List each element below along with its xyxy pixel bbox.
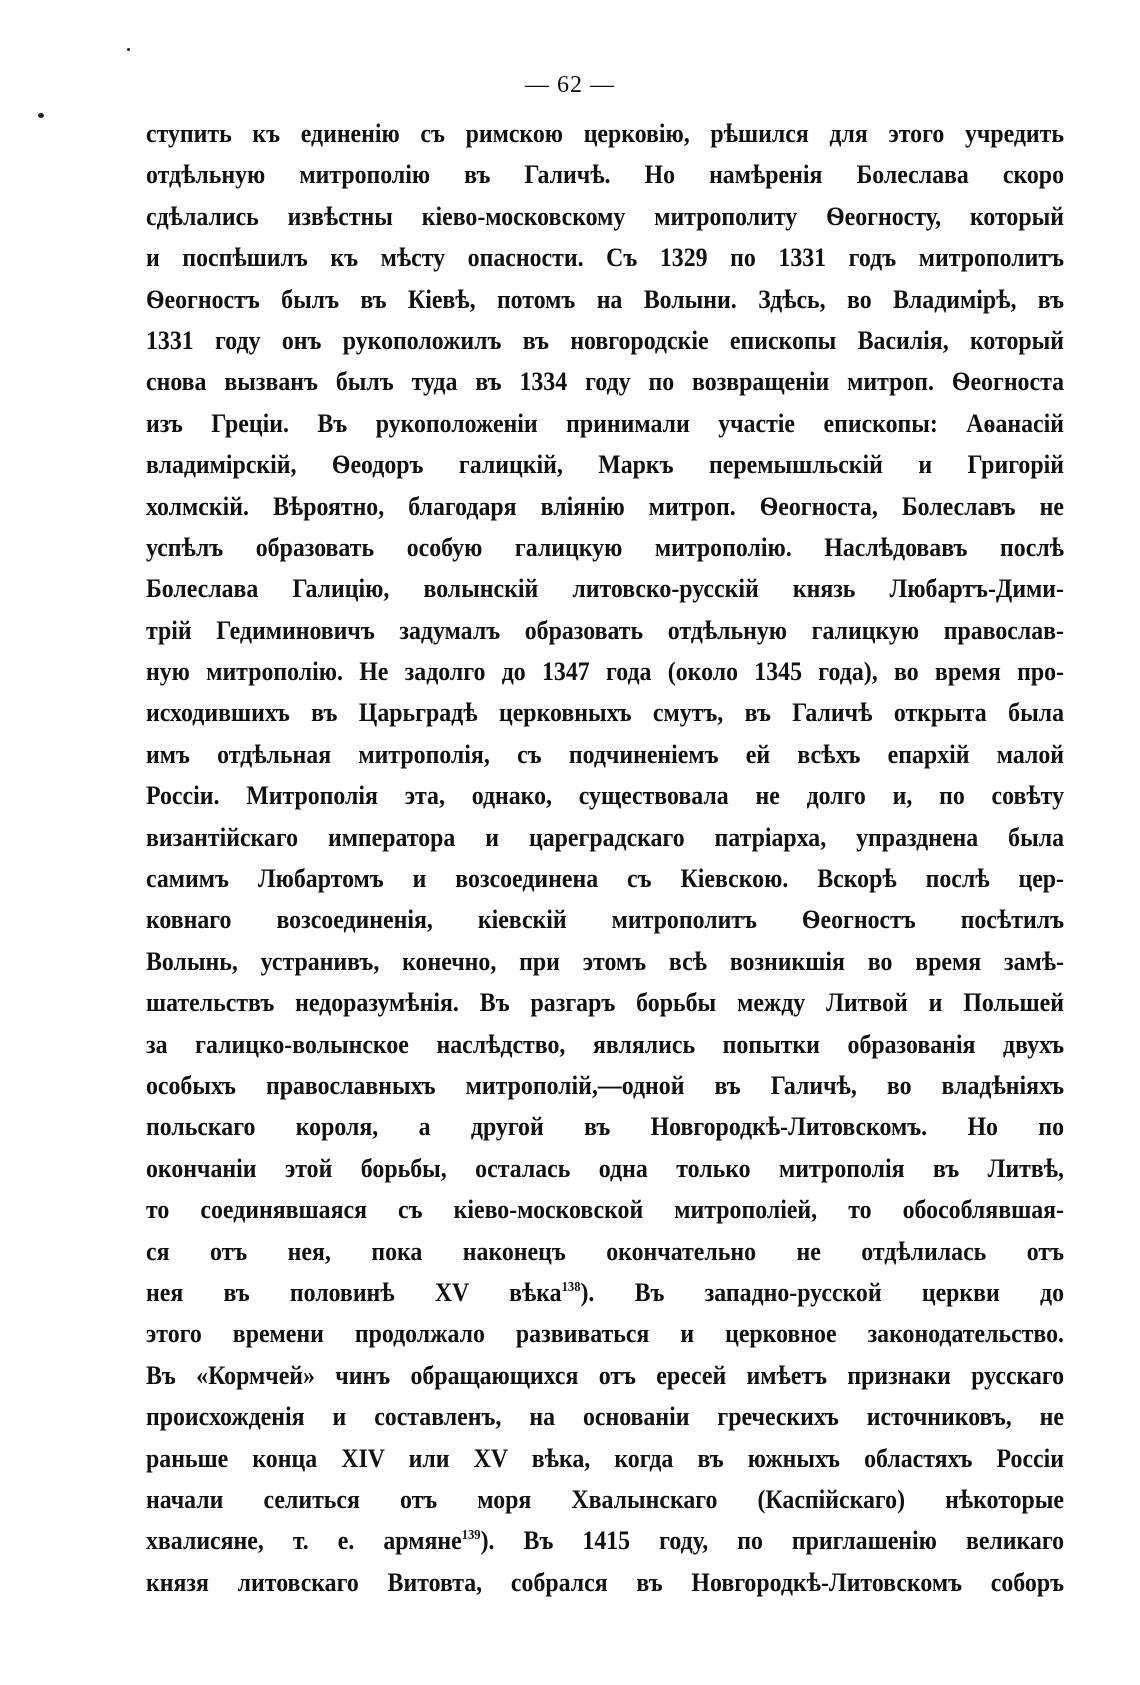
footnote-ref-138[interactable]: 138 xyxy=(561,1280,581,1296)
text-line: и поспѣшилъ къ мѣсту опасности. Съ 1329 по 1331 годъ митрополитъ xyxy=(146,242,1064,273)
text-line: начали селиться отъ моря Хвалынскаго (Каспійскаго) нѣкоторые xyxy=(146,1483,1064,1514)
text-line: отдѣльную митрополію въ Галичѣ. Но намѣренія Болеслава скоро xyxy=(146,159,1064,190)
print-speck xyxy=(38,113,44,118)
text-line: успѣлъ образовать особую галицкую митрополію. Наслѣдовавъ послѣ xyxy=(146,531,1064,562)
line-text: нея въ половинѣ XV вѣка xyxy=(146,1276,562,1307)
text-line: изъ Греціи. Въ рукоположеніи принимали участіе епископы: Аѳанасій xyxy=(146,407,1064,438)
print-speck xyxy=(127,48,130,51)
page-number: — 62 — xyxy=(525,72,615,98)
text-line: польскаго короля, а другой въ Новгородкѣ-Литовскомъ. Но по xyxy=(146,1111,1064,1142)
text-line: шательствъ недоразумѣнія. Въ разгаръ борьбы между Литвой и Польшей xyxy=(146,987,1064,1018)
text-line: снова вызванъ былъ туда въ 1334 году по возвращеніи митроп. Ѳеогноста xyxy=(146,366,1064,397)
text-line: окончаніи этой борьбы, осталась одна только митрополія въ Литвѣ, xyxy=(146,1152,1064,1183)
text-line: особыхъ православныхъ митрополій,—одной въ Галичѣ, во владѣніяхъ xyxy=(146,1069,1064,1100)
text-line: византійскаго императора и цареградскаго патріарха, упразднена была xyxy=(146,821,1064,852)
text-line: трій Гедиминовичъ задумалъ образовать отдѣльную галицкую православ- xyxy=(146,614,1064,645)
text-line-with-footnote xyxy=(146,1272,1064,1313)
text-line: ся отъ нея, пока наконецъ окончательно не отдѣлилась отъ xyxy=(146,1235,1064,1266)
text-line: то соединявшаяся съ кіево-московской митрополіей, то обособлявшая- xyxy=(146,1194,1064,1225)
text-line: самимъ Любартомъ и возсоединена съ Кіевскою. Вскорѣ послѣ цер- xyxy=(146,863,1064,894)
text-line: происхожденія и составленъ, на основаніи греческихъ источниковъ, не xyxy=(146,1401,1064,1432)
line-text: ). Въ 1415 году, по приглашенію великаго xyxy=(480,1525,1064,1556)
text-line: 1331 году онъ рукоположилъ въ новгородскіе епископы Василія, который xyxy=(146,324,1064,355)
text-line-with-footnote xyxy=(146,1520,1064,1561)
text-line: имъ отдѣльная митрополія, съ подчиненіемъ ей всѣхъ епархій малой xyxy=(146,738,1064,769)
text-line: этого времени продолжало развиваться и церковное законодательство. xyxy=(146,1318,1064,1349)
text-line: князя литовскаго Витовта, собрался въ Новгородкѣ-Литовскомъ соборъ xyxy=(146,1566,1064,1597)
text-line: Волынь, устранивъ, конечно, при этомъ всѣ возникшія во время замѣ- xyxy=(146,945,1064,976)
text-line: Россіи. Митрополія эта, однако, существовала не долго и, по совѣту xyxy=(146,780,1064,811)
text-line: Ѳеогностъ былъ въ Кіевѣ, потомъ на Волыни. Здѣсь, во Владимірѣ, въ xyxy=(146,283,1064,314)
footnote-ref-139[interactable]: 139 xyxy=(461,1528,481,1544)
text-line: сдѣлались извѣстны кіево-московскому митрополиту Ѳеогносту, который xyxy=(146,200,1064,231)
text-line: владимірскій, Ѳеодоръ галицкій, Маркъ перемышльскій и Григорій xyxy=(146,449,1064,480)
text-line: исходившихъ въ Царьградѣ церковныхъ смутъ, въ Галичѣ открыта была xyxy=(146,697,1064,728)
text-line: холмскій. Вѣроятно, благодаря вліянію митроп. Ѳеогноста, Болеславъ не xyxy=(146,490,1064,521)
line-text: хвалисяне, т. е. армяне xyxy=(146,1525,462,1556)
text-line: ковнаго возсоединенія, кіевскій митрополитъ Ѳеогностъ посѣтилъ xyxy=(146,904,1064,935)
text-line: Болеслава Галицію, волынскій литовско-русскій князь Любартъ-Дими- xyxy=(146,573,1064,604)
text-line: раньше конца XIV или XV вѣка, когда въ южныхъ областяхъ Россіи xyxy=(146,1442,1064,1473)
body-text xyxy=(146,113,1064,1603)
text-line: ную митрополію. Не задолго до 1347 года (около 1345 года), во время про- xyxy=(146,656,1064,687)
text-line: за галицко-волынское наслѣдство, являлись попытки образованія двухъ xyxy=(146,1028,1064,1059)
line-text: ). Въ западно-русской церкви до xyxy=(580,1276,1064,1307)
text-line: Въ «Кормчей» чинъ обращающихся отъ ересей имѣетъ признаки русскаго xyxy=(146,1359,1064,1390)
text-line: ступить къ единенію съ римскою церковію, рѣшился для этого учредить xyxy=(146,118,1064,148)
